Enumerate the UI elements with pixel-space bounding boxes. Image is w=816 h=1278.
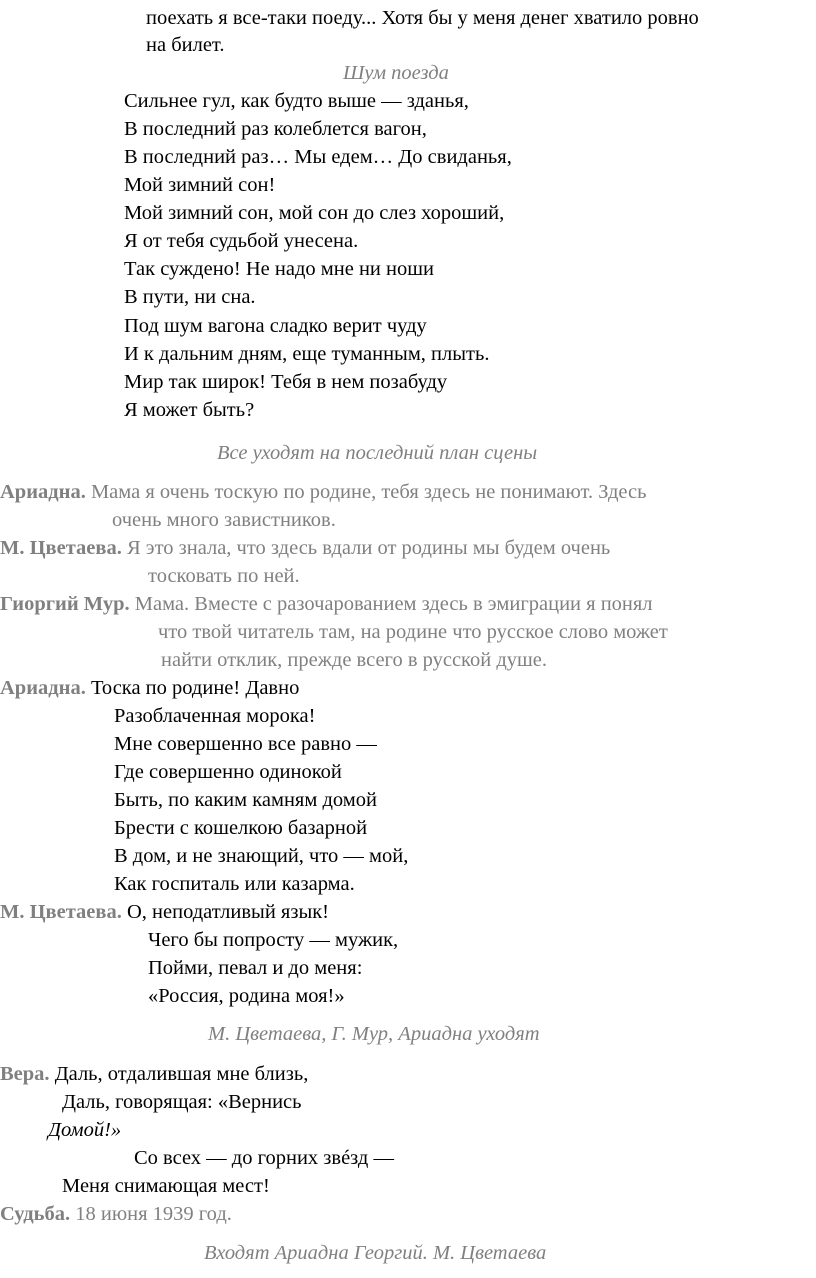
dialogue-mur-cont: что твой читатель там, на родине что русское слово может xyxy=(158,621,668,643)
poem-line: Я от тебя судьбой унесена. xyxy=(124,230,359,252)
poem-line: Мне совершенно все равно — xyxy=(114,733,377,755)
poem-line: Тоска по родине! Давно xyxy=(90,677,300,699)
speaker-name: М. Цветаева. xyxy=(0,901,122,923)
poem-line: Разоблаченная морока! xyxy=(114,705,316,727)
poem-line: В пути, ни сна. xyxy=(124,286,256,308)
poem-line: Под шум вагона сладко верит чуду xyxy=(124,315,427,337)
poem-line: Брести с кошелкою базарной xyxy=(114,817,368,839)
dialogue-mur-cont: найти отклик, прежде всего в русской душе. xyxy=(161,649,548,671)
poem-line: Меня снимающая мест! xyxy=(62,1175,270,1197)
poem-line: Даль, отдалившая мне близь, xyxy=(54,1063,309,1085)
stage-direction-exit: М. Цветаева, Г. Мур, Ариадна уходят xyxy=(208,1023,540,1045)
dialogue-mur xyxy=(0,591,653,617)
speech-text: Мама я очень тоскую по родине, тебя здесь не понимают. Здесь xyxy=(90,481,647,503)
speech-text: Я это знала, что здесь вдали от родины мы будем очень xyxy=(126,537,611,559)
speaker-name: Гиоргий Мур. xyxy=(0,593,130,615)
poem-line: И к дальним дням, еще туманным, плыть. xyxy=(124,343,490,365)
dialogue-ariadna-1-cont: очень много завистников. xyxy=(112,509,336,531)
poem-line: Мой зимний сон! xyxy=(124,174,276,196)
poem-line: Даль, говорящая: «Вернись xyxy=(62,1091,302,1113)
dialogue-tsvetaeva-2 xyxy=(0,899,329,925)
dialogue-sudba xyxy=(0,1201,232,1227)
speech-text: Мама. Вместе с разочарованием здесь в эмиграции я понял xyxy=(134,593,653,615)
poem-line: Со всех — до горних звéзд — xyxy=(134,1147,394,1169)
poem-line: Где совершенно одинокой xyxy=(114,761,342,783)
speaker-name: М. Цветаева. xyxy=(0,537,122,559)
poem-line: Мир так широк! Тебя в нем позабуду xyxy=(124,371,448,393)
dialogue-ariadna-1 xyxy=(0,479,646,505)
poem-line: Сильнее гул, как будто выше — зданья, xyxy=(124,90,469,112)
intro-line-2: на билет. xyxy=(146,34,225,56)
intro-line-1: поехать я все-таки поеду... Хотя бы у меня денег хватило ровно xyxy=(146,7,699,29)
poem-line: Я может быть? xyxy=(124,399,255,421)
speaker-name: Ариадна. xyxy=(0,481,86,503)
speaker-name: Ариадна. xyxy=(0,677,86,699)
dialogue-tsvetaeva-1 xyxy=(0,535,610,561)
poem-line: Быть, по каким камням домой xyxy=(114,789,377,811)
speech-text: 18 июня 1939 год. xyxy=(75,1203,232,1225)
poem-line: Чего бы попросту — мужик, xyxy=(148,929,399,951)
poem-line: Как госпиталь или казарма. xyxy=(114,873,355,895)
poem-line: В последний раз колеблется вагон, xyxy=(124,118,427,140)
poem-line: «Россия, родина моя!» xyxy=(148,985,345,1007)
stage-direction-train: Шум поезда xyxy=(343,62,449,84)
poem-line: В последний раз… Мы едем… До свиданья, xyxy=(124,146,512,168)
dialogue-ariadna-2 xyxy=(0,675,299,701)
stage-direction-exit-back: Все уходят на последний план сцены xyxy=(217,442,538,464)
poem-line: Так суждено! Не надо мне ни ноши xyxy=(124,258,434,280)
poem-line: В дом, и не знающий, что — мой, xyxy=(114,845,409,867)
speaker-name: Судьба. xyxy=(0,1203,71,1225)
poem-line: Домой!» xyxy=(48,1119,122,1141)
dialogue-vera xyxy=(0,1061,308,1087)
speaker-name: Вера. xyxy=(0,1063,50,1085)
poem-line: Мой зимний сон, мой сон до слез хороший, xyxy=(124,202,505,224)
stage-direction-enter: Входят Ариадна Георгий. М. Цветаева xyxy=(204,1242,547,1264)
poem-line: О, неподатливый язык! xyxy=(126,901,330,923)
dialogue-tsvetaeva-1-cont: тосковать по ней. xyxy=(148,565,300,587)
poem-line: Пойми, певал и до меня: xyxy=(148,957,363,979)
